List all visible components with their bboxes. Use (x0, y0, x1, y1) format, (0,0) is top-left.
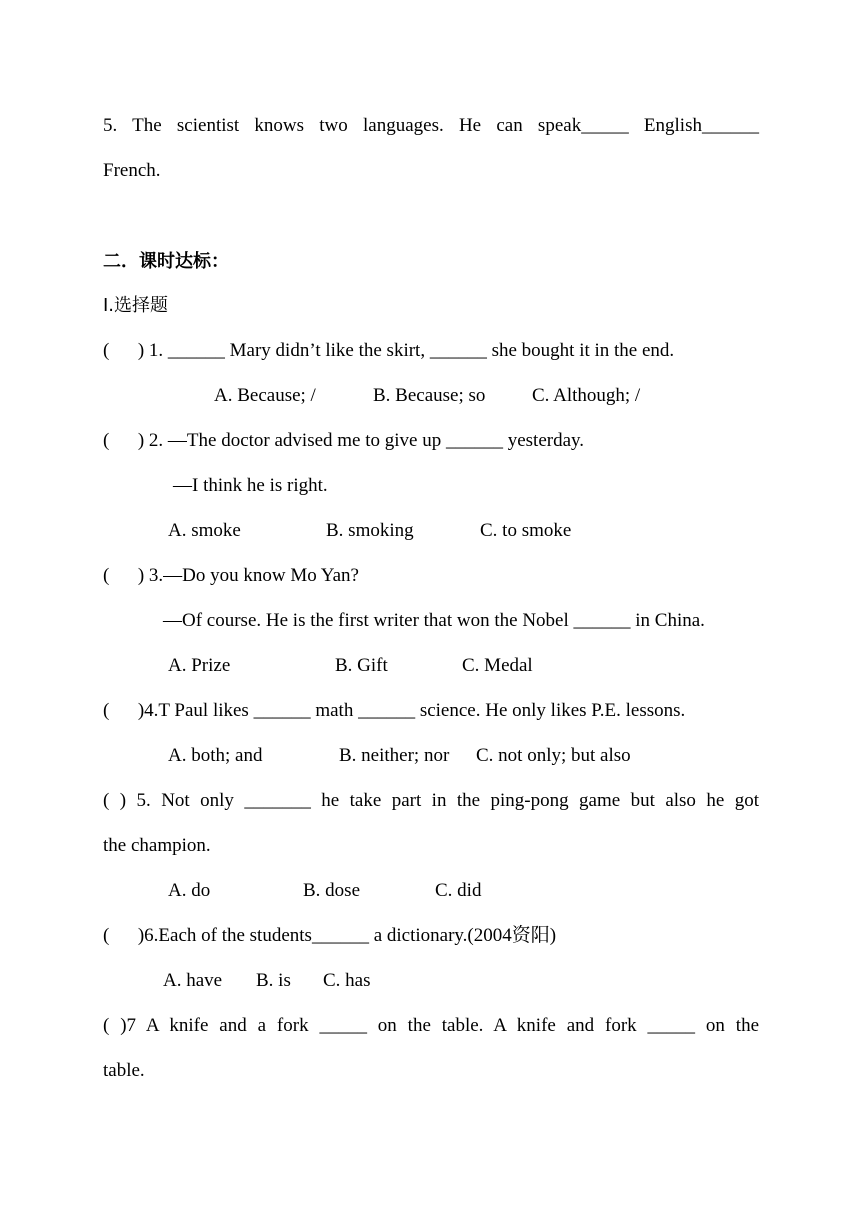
prev-q5-line2: French. (103, 160, 161, 181)
q3-option-a: A. Prize (168, 655, 231, 676)
section-heading: 二．课时达标： (103, 251, 229, 272)
question-2-stem2: —I think he is right. (173, 475, 328, 496)
q4-option-c: C. not only; but also (476, 745, 631, 766)
q6-option-c: C. has (323, 970, 371, 991)
q6-option-a: A. have (163, 970, 223, 991)
q2-option-c: C. to smoke (480, 520, 572, 541)
q4-option-a: A. both; and (168, 745, 263, 766)
q1-option-a: A. Because; / (214, 385, 316, 406)
question-7-stem: ( )7 A knife and a fork _____ on the table. A knife and fork _____ on the (103, 1015, 759, 1036)
question-3-stem: ( ) 3.—Do you know Mo Yan? (103, 565, 359, 586)
q5-option-b: B. dose (303, 880, 360, 901)
question-7-stem2: table. (103, 1060, 145, 1081)
question-1-stem: ( ) 1. ______ Mary didn’t like the skirt, ______ she bought it in the end. (103, 340, 675, 361)
q6-option-b: B. is (256, 970, 291, 991)
question-6-stem: ( )6.Each of the students______ a dictionary.(2004资阳) (103, 925, 557, 946)
question-5-stem2: the champion. (103, 835, 211, 856)
q5-option-a: A. do (168, 880, 211, 901)
question-4-stem: ( )4.T Paul likes ______ math ______ science. He only likes P.E. lessons. (103, 700, 686, 721)
question-2-stem: ( ) 2. —The doctor advised me to give up ______ yesterday. (103, 430, 585, 451)
question-3-stem2: —Of course. He is the first writer that won the Nobel ______ in China. (163, 610, 705, 631)
q3-option-c: C. Medal (462, 655, 533, 676)
q4-option-b: B. neither; nor (339, 745, 450, 766)
q1-option-b: B. Because; so (373, 385, 486, 406)
q5-option-c: C. did (435, 880, 482, 901)
q3-option-b: B. Gift (335, 655, 388, 676)
q2-option-b: B. smoking (326, 520, 414, 541)
prev-q5-line1: 5. The scientist knows two languages. He can speak_____ English______ (103, 115, 759, 136)
section-subheading: Ⅰ.选择题 (103, 295, 169, 316)
q1-option-c: C. Although; / (532, 385, 641, 406)
question-5-stem: ( ) 5. Not only _______ he take part in the ping-pong game but also he got (103, 790, 759, 811)
q2-option-a: A. smoke (168, 520, 241, 541)
